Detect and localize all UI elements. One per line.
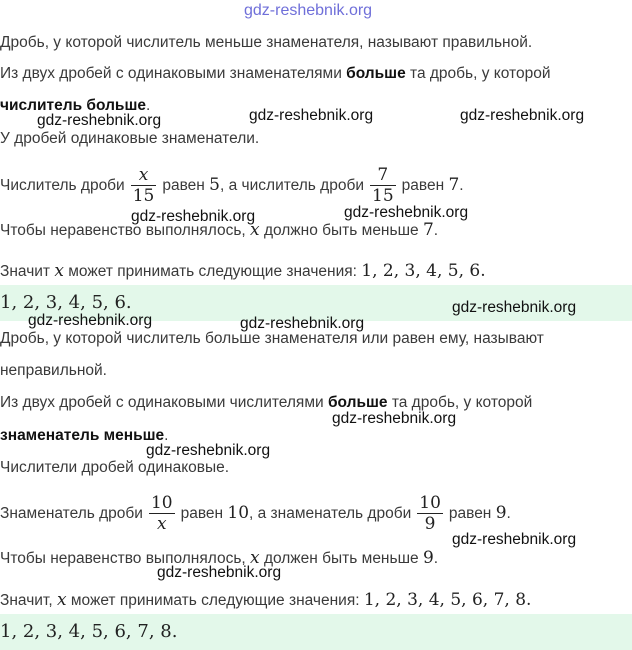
watermark: gdz-reshebnik.org [460,107,585,124]
possible-values-statement [0,261,486,282]
answer-1: 1, 2, 3, 4, 5, 6. [0,292,132,313]
text: равен [448,505,492,522]
watermark-top: gdz-reshebnik.org [244,2,373,19]
fraction-10-x [149,493,175,534]
statement-same-denominators: У дробей одинаковые знаменатели. [0,130,260,147]
math-value: 7 [448,175,460,195]
text: может принимать следующие значения: [70,592,360,609]
fraction-10-9 [417,493,443,534]
math-var: x [250,220,260,240]
text: должен быть меньше [263,550,419,567]
watermark: gdz-reshebnik.org [452,531,577,548]
fraction-numerator: 10 [419,493,441,514]
rule-text: . [146,97,151,114]
text: Значит [0,263,51,280]
text: равен [180,505,224,522]
watermark: gdz-reshebnik.org [344,204,469,221]
watermark: gdz-reshebnik.org [332,410,457,427]
text: . [506,505,511,522]
text: должно быть меньше [263,222,419,239]
rule-bold: числитель больше [0,97,146,114]
math-value: 5 [209,175,220,195]
text: равен [162,177,205,194]
inequality-condition [0,220,438,241]
rule-bold: знаменатель меньше [0,427,165,444]
fraction-denominator: 15 [372,186,394,207]
math-var: x [56,590,67,610]
numerators-comparison [0,163,464,208]
text: , а знаменатель дроби [249,505,412,522]
rule-text: . [164,427,169,444]
watermark: gdz-reshebnik.org [452,299,577,316]
rule-text: та дробь, у которой [405,65,551,82]
math-var: x [250,548,260,568]
rule-same-numerator-end [0,426,168,446]
math-values: 1, 2, 3, 4, 5, 6, 7, 8. [363,590,532,610]
text: может принимать следующие значения: [68,263,357,280]
text: Числитель дроби [0,177,125,194]
text: . [433,222,439,239]
math-value: 7 [422,220,434,240]
statement-same-numerators: Числители дробей одинаковые. [0,459,230,476]
text: Чтобы неравенство выполнялось, [0,222,246,239]
watermark: gdz-reshebnik.org [28,312,153,329]
rule-bold: больше [346,65,406,82]
watermark: gdz-reshebnik.org [249,107,374,124]
fraction-x-15 [131,165,157,206]
rule-proper-fraction: Дробь, у которой числитель меньше знаменателя, называют правильной. [0,34,533,51]
fraction-denominator: 15 [132,186,155,207]
watermark: gdz-reshebnik.org [157,564,282,581]
text: Чтобы неравенство выполнялось, [0,550,246,567]
denominators-comparison [0,491,511,536]
possible-values-statement-2 [0,590,531,611]
math-value: 10 [227,503,250,523]
watermark: gdz-reshebnik.org [240,315,365,332]
rule-text: та дробь, у которой [387,394,533,411]
answer-2: 1, 2, 3, 4, 5, 6, 7, 8. [0,621,178,642]
watermark: gdz-reshebnik.org [37,112,162,129]
math-var: x [54,261,64,281]
rule-same-denominator [0,64,550,84]
math-values: 1, 2, 3, 4, 5, 6. [361,261,486,281]
rule-bold: больше [327,394,388,411]
fraction-numerator: 7 [370,165,396,186]
text: , а числитель дроби [220,177,365,194]
text: равен [401,177,445,194]
text: . [459,177,464,194]
fraction-denominator: 9 [424,514,436,535]
math-value: 9 [422,548,434,568]
fraction-denominator: x [156,514,167,535]
fraction-7-15 [370,165,396,206]
math-value: 9 [495,503,507,523]
fraction-numerator: x [131,165,157,186]
text: . [433,550,439,567]
rule-text: Из двух дробей с одинаковыми знаменателями [0,65,347,82]
watermark: gdz-reshebnik.org [146,442,271,459]
rule-improper-fraction: Дробь, у которой числитель больше знаменателя или равен ему, называют [0,330,544,347]
text: Значит, [0,592,53,609]
rule-text: Из двух дробей с одинаковыми числителями [0,394,328,411]
watermark: gdz-reshebnik.org [131,208,256,225]
fraction-numerator: 10 [150,493,173,514]
text: Знаменатель дроби [0,505,143,522]
rule-improper-fraction-end: неправильной. [0,362,107,379]
